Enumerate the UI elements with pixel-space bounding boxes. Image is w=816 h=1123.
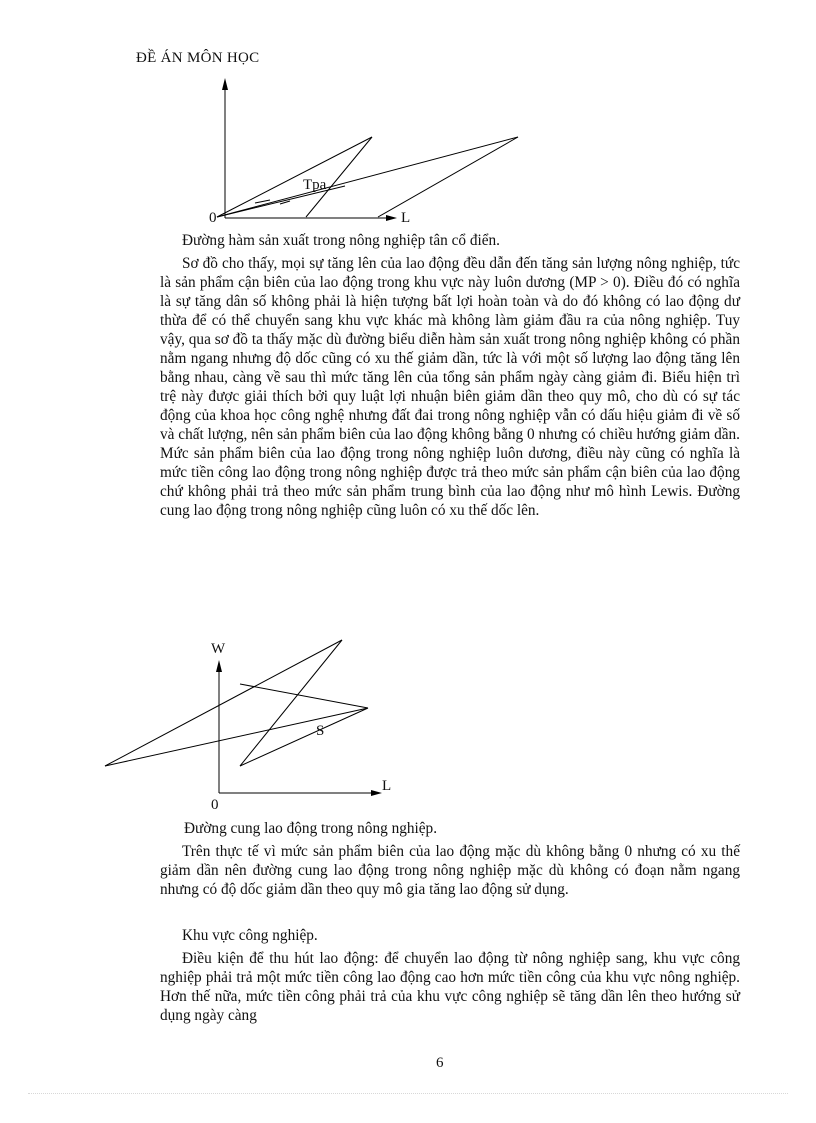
page-bottom-divider bbox=[28, 1093, 788, 1094]
figure2-l-label: L bbox=[382, 778, 392, 794]
paragraph-3 bbox=[160, 949, 740, 1025]
industry-heading-text: Khu vực công nghiệp. bbox=[182, 927, 318, 944]
y-axis-arrow bbox=[222, 78, 228, 90]
l-axis-arrow bbox=[371, 790, 382, 796]
figure1-l-label: L bbox=[401, 210, 411, 226]
figure2-caption: Đường cung lao động trong nông nghiệp. bbox=[184, 820, 438, 837]
industry-heading bbox=[160, 926, 740, 945]
figure1-lines bbox=[217, 78, 518, 221]
figure1-origin-label: 0 bbox=[209, 210, 217, 226]
x-axis-arrow bbox=[386, 215, 397, 221]
figure1-tp-label: Tpa bbox=[303, 177, 327, 193]
paragraph-3-text: Điều kiện để thu hút lao động: để chuyển lao động từ nông nghiệp sang, khu vực công nghiệp phải trả một mức tiền công lao động cao hơn mức tiền công của khu vực nông nghiệp. Hơn thế nữa, mức tiền công phải trả của khu vực công nghiệp sẽ tăng dần lên theo hướng sử dụng ngày càng bbox=[160, 950, 740, 1024]
figure2-origin-label: 0 bbox=[211, 797, 219, 813]
figure2-s-label: S bbox=[316, 723, 325, 739]
figure2-w-label: W bbox=[211, 641, 226, 657]
page-number: 6 bbox=[436, 1055, 444, 1071]
w-axis-arrow bbox=[216, 660, 222, 672]
paragraph-2-text: Trên thực tế vì mức sản phẩm biên của lao động mặc dù không bằng 0 nhưng có xu thế giảm dần nên đường cung lao động trong nông nghiệp mặc dù không có đoạn nằm ngang nhưng có độ dốc giảm dần theo quy mô gia tăng lao động sử dụng. bbox=[160, 843, 740, 898]
figure2-lines bbox=[105, 640, 382, 796]
figure1-caption: Đường hàm sản xuất trong nông nghiệp tân cổ điển. bbox=[182, 232, 501, 249]
paragraph-2 bbox=[160, 842, 740, 899]
paragraph-1 bbox=[160, 254, 740, 520]
paragraph-1-text: Sơ đồ cho thấy, mọi sự tăng lên của lao động đều dẫn đến tăng sản lượng nông nghiệp, tức là sản phẩm cận biên của lao động trong khu vực này luôn dương (MP > 0). Điều đó có nghĩa là sự tăng dân số không phải là hiện tượng bất lợi hoàn toàn và do đó không có lao động dư thừa để có thể chuyển sang khu vực khác mà không làm giảm đầu ra của nông nghiệp. Tuy vậy, qua sơ đồ ta thấy mặc dù đường biểu diễn hàm sản xuất trong nông nghiệp không có phần nằm ngang nhưng độ dốc cũng có xu thế giảm dần, tức là với một số lượng lao động tăng lên bằng nhau, càng về sau thì mức tăng lên của tổng sản phẩm ngày càng giảm đi. Biểu hiện trì trệ này được giải thích bởi quy luật lợi nhuận biên giảm dần theo quy mô, cho dù có sự tác động của khoa học công nghệ nhưng đất đai trong nông nghiệp vẫn có dấu hiệu giảm đi về số và chất lượng, nên sản phẩm biên của lao động không bằng 0 nhưng có chiều hướng giảm dần. Mức sản phẩm biên của lao động trong nông nghiệp luôn dương, điều này cũng có nghĩa là mức tiền công lao động trong nông nghiệp được trả theo mức sản phẩm cận biên của lao động chứ không phải trả theo mức sản phẩm trung bình của lao động như mô hình Lewis. Đường cung lao động trong nông nghiệp cũng luôn có xu thế dốc lên. bbox=[160, 255, 740, 519]
document-header: ĐỀ ÁN MÔN HỌC bbox=[136, 50, 260, 66]
